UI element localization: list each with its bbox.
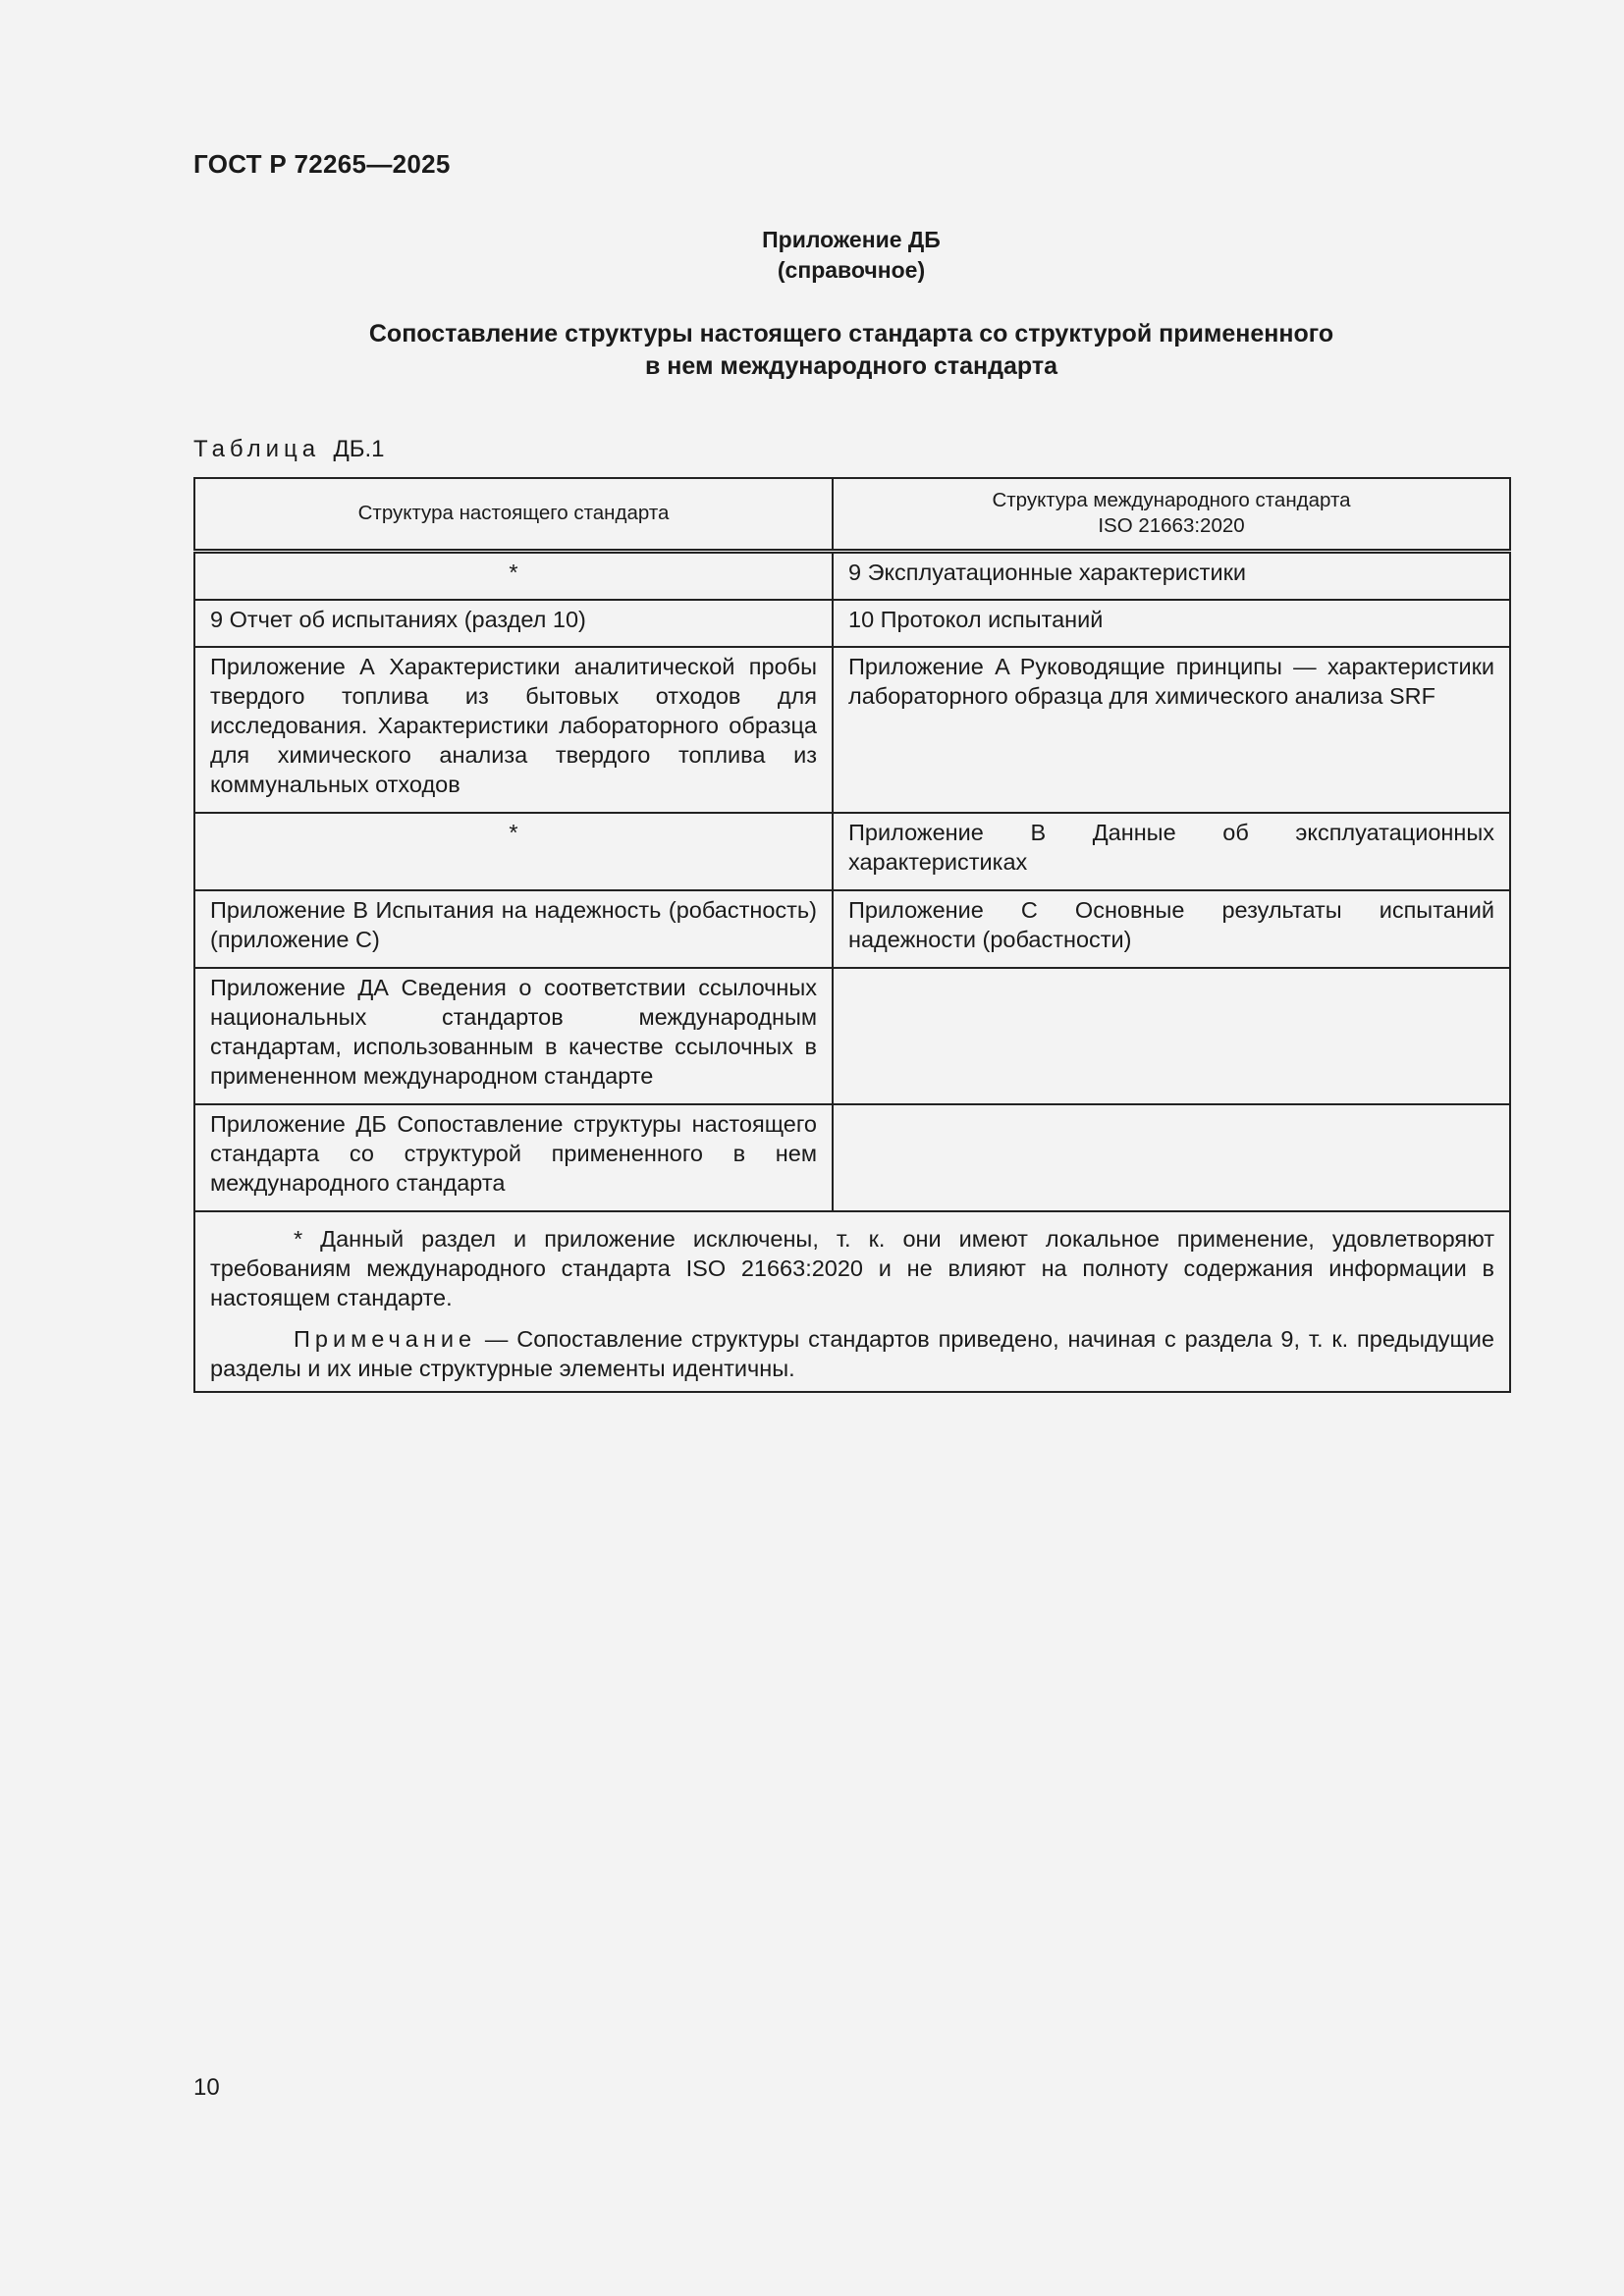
appendix-kind: (справочное)	[777, 257, 926, 283]
table-row	[194, 890, 1510, 968]
table-row	[194, 647, 1510, 813]
appendix-title	[193, 318, 1509, 383]
table-row	[194, 600, 1510, 647]
table-note	[210, 1324, 1494, 1383]
cell-national: Приложение А Характеристики аналитической пробы твердого топлива из бытовых отходов для исследования. Характеристики лабораторного образца для химического анализа твердого топлива из коммунальных отходов	[194, 647, 833, 813]
column-header-international-line1: Структура международного стандарта	[992, 489, 1351, 511]
table-row	[194, 813, 1510, 890]
page-number: 10	[193, 2074, 220, 2101]
table-row	[194, 1104, 1510, 1211]
cell-national: *	[194, 813, 833, 890]
table-row	[194, 552, 1510, 601]
table-caption	[193, 436, 384, 463]
table-caption-number: ДБ.1	[333, 436, 385, 462]
column-header-national: Структура настоящего стандарта	[194, 478, 833, 552]
appendix-name: Приложение ДБ	[762, 227, 941, 252]
note-text: — Сопоставление структуры стандартов приведено, начиная с раздела 9, т. к. предыдущие разделы и их иные структурные элементы идентичны.	[210, 1326, 1494, 1381]
cell-international: 9 Эксплуатационные характеристики	[833, 552, 1510, 601]
table-footnote-cell	[194, 1211, 1510, 1392]
cell-national: Приложение В Испытания на надежность (робастность) (приложение С)	[194, 890, 833, 968]
cell-international	[833, 1104, 1510, 1211]
cell-national: *	[194, 552, 833, 601]
cell-international: Приложение C Основные результаты испытаний надежности (робастности)	[833, 890, 1510, 968]
cell-international: 10 Протокол испытаний	[833, 600, 1510, 647]
structure-comparison-table	[193, 477, 1511, 1393]
document-code: ГОСТ Р 72265—2025	[193, 149, 451, 179]
note-label: Примечание	[294, 1326, 477, 1352]
appendix-title-line1: Сопоставление структуры настоящего стандарта со структурой примененного	[368, 320, 1334, 347]
table-header-row	[194, 478, 1510, 552]
table-footnote-row	[194, 1211, 1510, 1392]
appendix-heading	[193, 225, 1509, 286]
cell-national: Приложение ДА Сведения о соответствии ссылочных национальных стандартов международным стандартам, использованным в качестве ссылочных в примененном международном стандарте	[194, 968, 833, 1104]
footnote-text: * Данный раздел и приложение исключены, т. к. они имеют локальное применение, удовлетворяют требованиям международного стандарта ISO 21663:2020 и не влияют на полноту содержания информации в настоящем стандарте.	[210, 1226, 1494, 1310]
cell-international: Приложение B Данные об эксплуатационных характеристиках	[833, 813, 1510, 890]
column-header-international-line2: ISO 21663:2020	[1098, 514, 1245, 537]
cell-international	[833, 968, 1510, 1104]
cell-national: Приложение ДБ Сопоставление структуры настоящего стандарта со структурой примененного в нем международного стандарта	[194, 1104, 833, 1211]
table-row	[194, 968, 1510, 1104]
table-caption-word: Таблица	[193, 436, 321, 462]
appendix-title-line2: в нем международного стандарта	[644, 352, 1058, 380]
cell-national: 9 Отчет об испытаниях (раздел 10)	[194, 600, 833, 647]
cell-international: Приложение A Руководящие принципы — характеристики лабораторного образца для химического анализа SRF	[833, 647, 1510, 813]
column-header-international	[833, 478, 1510, 552]
